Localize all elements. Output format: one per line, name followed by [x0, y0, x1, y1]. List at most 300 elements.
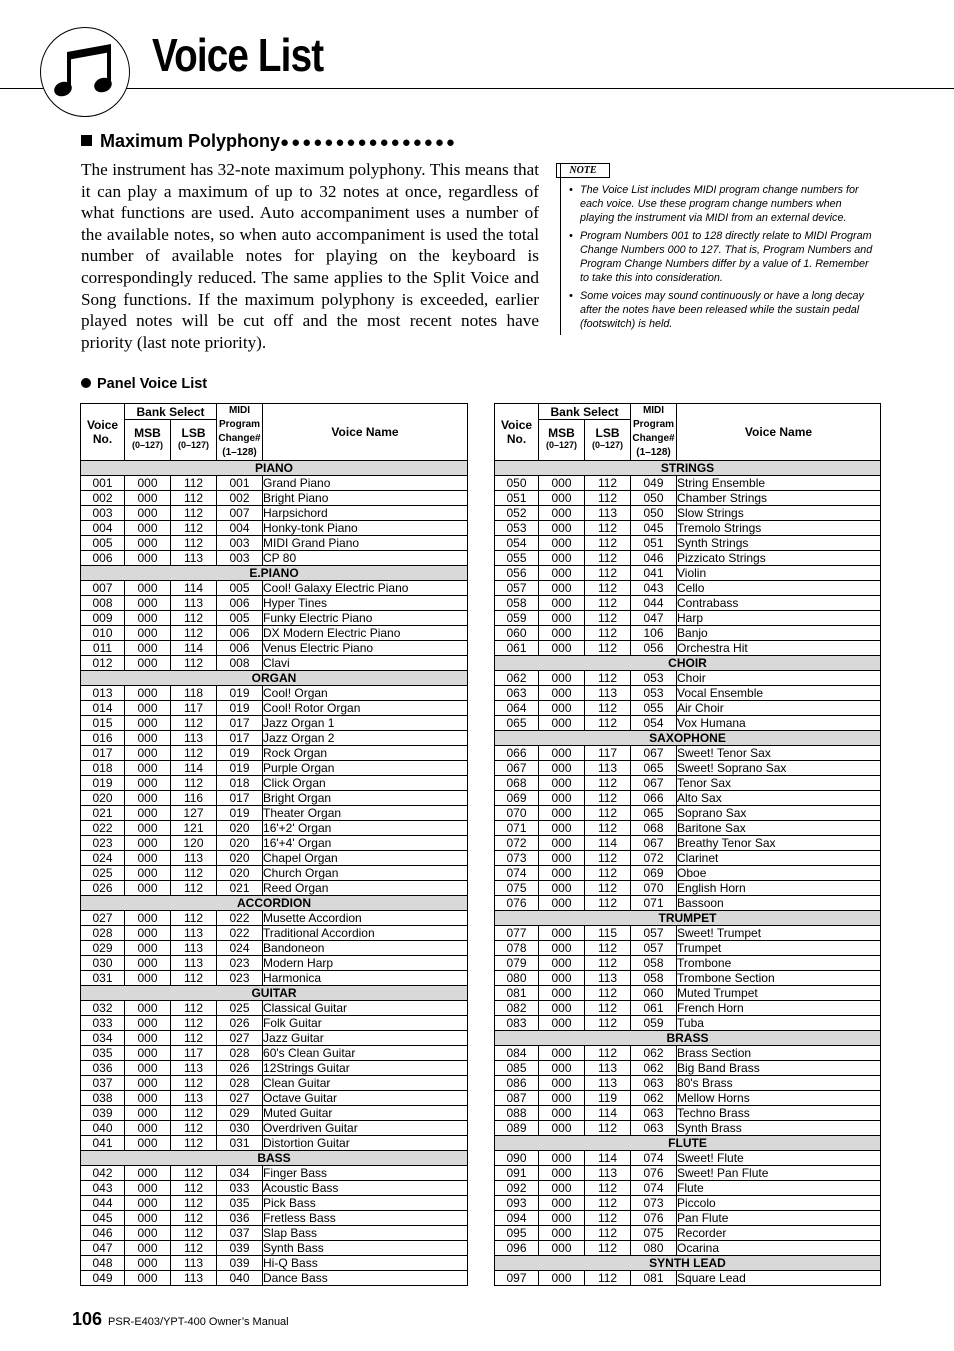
program-change-value: 023 [217, 956, 263, 971]
voice-row [81, 641, 468, 656]
msb-value: 000 [125, 956, 171, 971]
voice-number: 049 [81, 1271, 125, 1286]
lsb-value: 112 [171, 476, 217, 491]
msb-value: 000 [125, 1031, 171, 1046]
voice-row [81, 776, 468, 791]
program-change-value: 039 [217, 1256, 263, 1271]
program-change-value: 062 [631, 1091, 677, 1106]
category-label: FLUTE [495, 1136, 881, 1151]
msb-value: 000 [539, 1181, 585, 1196]
voice-number: 044 [81, 1196, 125, 1211]
lsb-value: 112 [171, 716, 217, 731]
lsb-value: 112 [171, 491, 217, 506]
program-change-value: 080 [631, 1241, 677, 1256]
program-change-value: 020 [217, 836, 263, 851]
lsb-value: 114 [171, 641, 217, 656]
voice-row [495, 581, 881, 596]
voice-number: 053 [495, 521, 539, 536]
voice-name: Jazz Organ 2 [263, 731, 468, 746]
voice-number: 054 [495, 536, 539, 551]
lsb-value: 114 [585, 836, 631, 851]
voice-name: Octave Guitar [263, 1091, 468, 1106]
voice-row [495, 506, 881, 521]
program-change-value: 067 [631, 746, 677, 761]
voice-name: Bassoon [677, 896, 881, 911]
voice-number: 065 [495, 716, 539, 731]
voice-row [81, 656, 468, 671]
msb-value: 000 [125, 1121, 171, 1136]
voice-row [81, 626, 468, 641]
program-change-value: 036 [217, 1211, 263, 1226]
voice-number: 036 [81, 1061, 125, 1076]
voice-number: 060 [495, 626, 539, 641]
category-label: ACCORDION [81, 896, 468, 911]
voice-row [81, 521, 468, 536]
voice-name: Ocarina [677, 1241, 881, 1256]
lsb-value: 113 [171, 1061, 217, 1076]
msb-value: 000 [539, 746, 585, 761]
voice-row [81, 1271, 468, 1286]
voice-name: Oboe [677, 866, 881, 881]
program-change-value: 029 [217, 1106, 263, 1121]
voice-row [495, 1151, 881, 1166]
voice-name: Hyper Tines [263, 596, 468, 611]
voice-number: 042 [81, 1166, 125, 1181]
msb-value: 000 [539, 776, 585, 791]
note-item: • Program Numbers 001 to 128 directly relate to MIDI Program Change Numbers 000 to 127. That is, Program Numbers and Program Change Numbers differ by a value of 1. Remember to take this into consideration. [569, 229, 873, 285]
program-change-value: 018 [217, 776, 263, 791]
msb-value: 000 [539, 521, 585, 536]
voice-name: CP 80 [263, 551, 468, 566]
voice-number: 083 [495, 1016, 539, 1031]
program-change-value: 002 [217, 491, 263, 506]
voice-number: 035 [81, 1046, 125, 1061]
voice-name: Grand Piano [263, 476, 468, 491]
program-change-value: 053 [631, 686, 677, 701]
voice-name: Chapel Organ [263, 851, 468, 866]
voice-name: Trumpet [677, 941, 881, 956]
program-change-value: 006 [217, 596, 263, 611]
program-change-value: 059 [631, 1016, 677, 1031]
voice-number: 089 [495, 1121, 539, 1136]
voice-number: 087 [495, 1091, 539, 1106]
voice-row [495, 1091, 881, 1106]
voice-number: 031 [81, 971, 125, 986]
voice-row [495, 491, 881, 506]
voice-row [81, 1136, 468, 1151]
voice-row [81, 1241, 468, 1256]
voice-name: Banjo [677, 626, 881, 641]
program-change-value: 003 [217, 536, 263, 551]
msb-value: 000 [125, 686, 171, 701]
msb-value: 000 [539, 611, 585, 626]
voice-row [495, 791, 881, 806]
program-change-value: 039 [217, 1241, 263, 1256]
program-change-value: 106 [631, 626, 677, 641]
voice-number: 034 [81, 1031, 125, 1046]
voice-row [495, 1181, 881, 1196]
voice-name: Violin [677, 566, 881, 581]
music-note-badge [40, 27, 130, 117]
program-change-value: 017 [217, 716, 263, 731]
voice-row [81, 971, 468, 986]
category-row [495, 1256, 881, 1271]
voice-name: Honky-tonk Piano [263, 521, 468, 536]
lsb-value: 112 [585, 596, 631, 611]
voice-number: 092 [495, 1181, 539, 1196]
category-row [81, 566, 468, 581]
program-change-value: 005 [217, 611, 263, 626]
voice-name: Synth Bass [263, 1241, 468, 1256]
msb-value: 000 [125, 1211, 171, 1226]
lsb-value: 113 [171, 596, 217, 611]
voice-name: Synth Brass [677, 1121, 881, 1136]
voice-name: Overdriven Guitar [263, 1121, 468, 1136]
lsb-value: 112 [171, 1211, 217, 1226]
voice-row [81, 911, 468, 926]
voice-number: 048 [81, 1256, 125, 1271]
footer [72, 1309, 289, 1330]
program-change-value: 071 [631, 896, 677, 911]
voice-number: 086 [495, 1076, 539, 1091]
lsb-value: 112 [171, 1136, 217, 1151]
msb-value: 000 [539, 596, 585, 611]
msb-value: 000 [125, 596, 171, 611]
page-number: 106 [72, 1309, 103, 1329]
voice-number: 028 [81, 926, 125, 941]
voice-row [495, 956, 881, 971]
lsb-value: 112 [171, 1121, 217, 1136]
voice-number: 097 [495, 1271, 539, 1286]
voice-row [495, 671, 881, 686]
voice-name: Slap Bass [263, 1226, 468, 1241]
header-voice-no: Voice No. [81, 404, 125, 461]
lsb-value: 117 [585, 746, 631, 761]
msb-value: 000 [539, 1211, 585, 1226]
voice-row [495, 566, 881, 581]
lsb-value: 112 [585, 1226, 631, 1241]
voice-number: 059 [495, 611, 539, 626]
voice-name: Contrabass [677, 596, 881, 611]
voice-name: Acoustic Bass [263, 1181, 468, 1196]
voice-row [81, 506, 468, 521]
msb-value: 000 [125, 1181, 171, 1196]
voice-number: 011 [81, 641, 125, 656]
lsb-value: 112 [585, 1241, 631, 1256]
voice-name: Recorder [677, 1226, 881, 1241]
voice-table-right [494, 403, 881, 1286]
voice-name: Techno Brass [677, 1106, 881, 1121]
voice-row [495, 761, 881, 776]
voice-number: 005 [81, 536, 125, 551]
program-change-value: 058 [631, 956, 677, 971]
voice-number: 082 [495, 1001, 539, 1016]
voice-number: 070 [495, 806, 539, 821]
msb-value: 000 [125, 1271, 171, 1286]
lsb-value: 112 [171, 776, 217, 791]
msb-value: 000 [539, 851, 585, 866]
voice-number: 026 [81, 881, 125, 896]
voice-number: 061 [495, 641, 539, 656]
voice-name: Chamber Strings [677, 491, 881, 506]
program-change-value: 067 [631, 776, 677, 791]
lsb-value: 112 [585, 551, 631, 566]
program-change-value: 066 [631, 791, 677, 806]
body-paragraph: The instrument has 32-note maximum polyphony. This means that it can play a maximum of up to 32 notes at once, regardless of what functions are used. Auto accompaniment uses a number of the available notes, so when auto accompaniment is used the total number of available notes for playing on the keyboard is correspondingly reduced. The same applies to the Split Voice and Song functions. If the maximum polyphony is exceeded, earlier played notes will be cut off and the most recent notes have priority (last note priority). [81, 160, 539, 352]
msb-value: 000 [539, 1001, 585, 1016]
voice-number: 050 [495, 476, 539, 491]
msb-value: 000 [539, 1241, 585, 1256]
msb-value: 000 [125, 776, 171, 791]
lsb-value: 112 [585, 1016, 631, 1031]
voice-name: Church Organ [263, 866, 468, 881]
voice-row [81, 1121, 468, 1136]
header-voice-name: Voice Name [677, 404, 881, 461]
msb-value: 000 [539, 701, 585, 716]
voice-row [81, 851, 468, 866]
program-change-value: 060 [631, 986, 677, 1001]
program-change-value: 075 [631, 1226, 677, 1241]
voice-name: 60's Clean Guitar [263, 1046, 468, 1061]
msb-value: 000 [125, 731, 171, 746]
lsb-value: 112 [171, 1106, 217, 1121]
voice-number: 084 [495, 1046, 539, 1061]
lsb-value: 113 [171, 926, 217, 941]
note-item: • The Voice List includes MIDI program change numbers for each voice. Use these program change numbers when playing the instrument via MIDI from an external device. [569, 183, 873, 225]
voice-number: 017 [81, 746, 125, 761]
msb-value: 000 [539, 491, 585, 506]
header-bank-select: Bank Select [539, 404, 631, 420]
lsb-value: 118 [171, 686, 217, 701]
section-title: Maximum Polyphony [100, 131, 281, 151]
header-lsb: LSB $^{(0-127)}$ [585, 420, 631, 461]
lsb-value: 112 [171, 1196, 217, 1211]
voice-name: Sweet! Tenor Sax [677, 746, 881, 761]
program-change-value: 030 [217, 1121, 263, 1136]
voice-name: Muted Trumpet [677, 986, 881, 1001]
program-change-value: 001 [217, 476, 263, 491]
lsb-value: 117 [171, 701, 217, 716]
voice-row [495, 776, 881, 791]
lsb-value: 112 [585, 1181, 631, 1196]
msb-value: 000 [539, 581, 585, 596]
voice-number: 030 [81, 956, 125, 971]
voice-name: Purple Organ [263, 761, 468, 776]
section-dots: ●●●●●●●●●●●●●●●● [280, 134, 457, 151]
voice-row [81, 686, 468, 701]
voice-name: Harpsichord [263, 506, 468, 521]
msb-value: 000 [125, 1256, 171, 1271]
program-change-value: 025 [217, 1001, 263, 1016]
voice-row [495, 941, 881, 956]
msb-value: 000 [539, 506, 585, 521]
voice-row [495, 1211, 881, 1226]
program-change-value: 050 [631, 506, 677, 521]
voice-number: 008 [81, 596, 125, 611]
program-change-value: 020 [217, 851, 263, 866]
lsb-value: 113 [171, 1256, 217, 1271]
program-change-value: 063 [631, 1121, 677, 1136]
voice-number: 073 [495, 851, 539, 866]
msb-value: 000 [125, 1106, 171, 1121]
lsb-value: 112 [171, 611, 217, 626]
voice-row [495, 851, 881, 866]
lsb-value: 112 [585, 1001, 631, 1016]
msb-value: 000 [125, 701, 171, 716]
voice-number: 076 [495, 896, 539, 911]
lsb-value: 113 [171, 1091, 217, 1106]
msb-value: 000 [539, 551, 585, 566]
program-change-value: 054 [631, 716, 677, 731]
msb-value: 000 [125, 1226, 171, 1241]
voice-number: 058 [495, 596, 539, 611]
category-row [495, 656, 881, 671]
voice-row [495, 596, 881, 611]
program-change-value: 024 [217, 941, 263, 956]
voice-number: 007 [81, 581, 125, 596]
lsb-value: 112 [585, 716, 631, 731]
voice-number: 045 [81, 1211, 125, 1226]
program-change-value: 008 [217, 656, 263, 671]
msb-value: 000 [125, 791, 171, 806]
voice-name: Mellow Horns [677, 1091, 881, 1106]
msb-value: 000 [539, 866, 585, 881]
voice-row [495, 626, 881, 641]
program-change-value: 026 [217, 1061, 263, 1076]
voice-row [81, 1226, 468, 1241]
lsb-value: 112 [585, 701, 631, 716]
voice-row [495, 641, 881, 656]
voice-row [495, 611, 881, 626]
voice-name: Bandoneon [263, 941, 468, 956]
voice-name: Pan Flute [677, 1211, 881, 1226]
voice-number: 093 [495, 1196, 539, 1211]
voice-number: 029 [81, 941, 125, 956]
program-change-value: 019 [217, 701, 263, 716]
program-change-value: 055 [631, 701, 677, 716]
msb-value: 000 [125, 761, 171, 776]
program-change-value: 003 [217, 551, 263, 566]
voice-row [495, 746, 881, 761]
msb-value: 000 [125, 1136, 171, 1151]
voice-row [81, 761, 468, 776]
voice-number: 080 [495, 971, 539, 986]
category-row [495, 461, 881, 476]
category-label: E.PIANO [81, 566, 468, 581]
voice-name: Musette Accordion [263, 911, 468, 926]
category-label: STRINGS [495, 461, 881, 476]
voice-number: 002 [81, 491, 125, 506]
header-rule [0, 88, 954, 89]
category-label: ORGAN [81, 671, 468, 686]
program-change-value: 065 [631, 761, 677, 776]
voice-name: Sweet! Pan Flute [677, 1166, 881, 1181]
lsb-value: 113 [585, 971, 631, 986]
program-change-value: 019 [217, 686, 263, 701]
voice-row [81, 836, 468, 851]
voice-row [495, 836, 881, 851]
voice-name: 12Strings Guitar [263, 1061, 468, 1076]
program-change-value: 022 [217, 926, 263, 941]
lsb-value: 112 [585, 986, 631, 1001]
voice-name: 16'+4' Organ [263, 836, 468, 851]
voice-name: Cool! Rotor Organ [263, 701, 468, 716]
category-label: SYNTH LEAD [495, 1256, 881, 1271]
voice-name: French Horn [677, 1001, 881, 1016]
voice-row [81, 551, 468, 566]
voice-number: 032 [81, 1001, 125, 1016]
voice-number: 062 [495, 671, 539, 686]
voice-row [81, 1106, 468, 1121]
lsb-value: 112 [585, 1271, 631, 1286]
category-row [495, 911, 881, 926]
voice-number: 066 [495, 746, 539, 761]
program-change-value: 028 [217, 1076, 263, 1091]
voice-row [495, 821, 881, 836]
msb-value: 000 [125, 626, 171, 641]
program-change-value: 020 [217, 866, 263, 881]
voice-number: 027 [81, 911, 125, 926]
lsb-value: 112 [585, 521, 631, 536]
note-label: NOTE [556, 163, 610, 178]
voice-row [81, 806, 468, 821]
voice-name: Theater Organ [263, 806, 468, 821]
program-change-value: 046 [631, 551, 677, 566]
voice-name: Folk Guitar [263, 1016, 468, 1031]
voice-row [81, 1181, 468, 1196]
program-change-value: 073 [631, 1196, 677, 1211]
lsb-value: 112 [585, 581, 631, 596]
voice-number: 006 [81, 551, 125, 566]
msb-value: 000 [539, 476, 585, 491]
voice-name: Orchestra Hit [677, 641, 881, 656]
voice-number: 040 [81, 1121, 125, 1136]
msb-value: 000 [539, 941, 585, 956]
voice-row [81, 1046, 468, 1061]
program-change-value: 037 [217, 1226, 263, 1241]
voice-number: 021 [81, 806, 125, 821]
voice-row [81, 956, 468, 971]
voice-row [81, 1031, 468, 1046]
voice-name: Rock Organ [263, 746, 468, 761]
voice-name: Venus Electric Piano [263, 641, 468, 656]
msb-value: 000 [125, 836, 171, 851]
voice-row [81, 1256, 468, 1271]
voice-name: Vocal Ensemble [677, 686, 881, 701]
program-change-value: 006 [217, 641, 263, 656]
voice-row [495, 881, 881, 896]
voice-name: Soprano Sax [677, 806, 881, 821]
voice-number: 033 [81, 1016, 125, 1031]
msb-value: 000 [539, 671, 585, 686]
voice-name: Slow Strings [677, 506, 881, 521]
program-change-value: 047 [631, 611, 677, 626]
voice-name: Flute [677, 1181, 881, 1196]
voice-name: Bright Piano [263, 491, 468, 506]
msb-value: 000 [125, 911, 171, 926]
msb-value: 000 [125, 551, 171, 566]
program-change-value: 058 [631, 971, 677, 986]
header-midi-program-change: MIDI Program Change# (1–128) [631, 404, 677, 461]
voice-number: 056 [495, 566, 539, 581]
lsb-value: 112 [585, 641, 631, 656]
msb-value: 000 [539, 686, 585, 701]
msb-value: 000 [125, 1046, 171, 1061]
lsb-value: 112 [585, 776, 631, 791]
program-change-value: 040 [217, 1271, 263, 1286]
program-change-value: 020 [217, 821, 263, 836]
voice-row [495, 701, 881, 716]
